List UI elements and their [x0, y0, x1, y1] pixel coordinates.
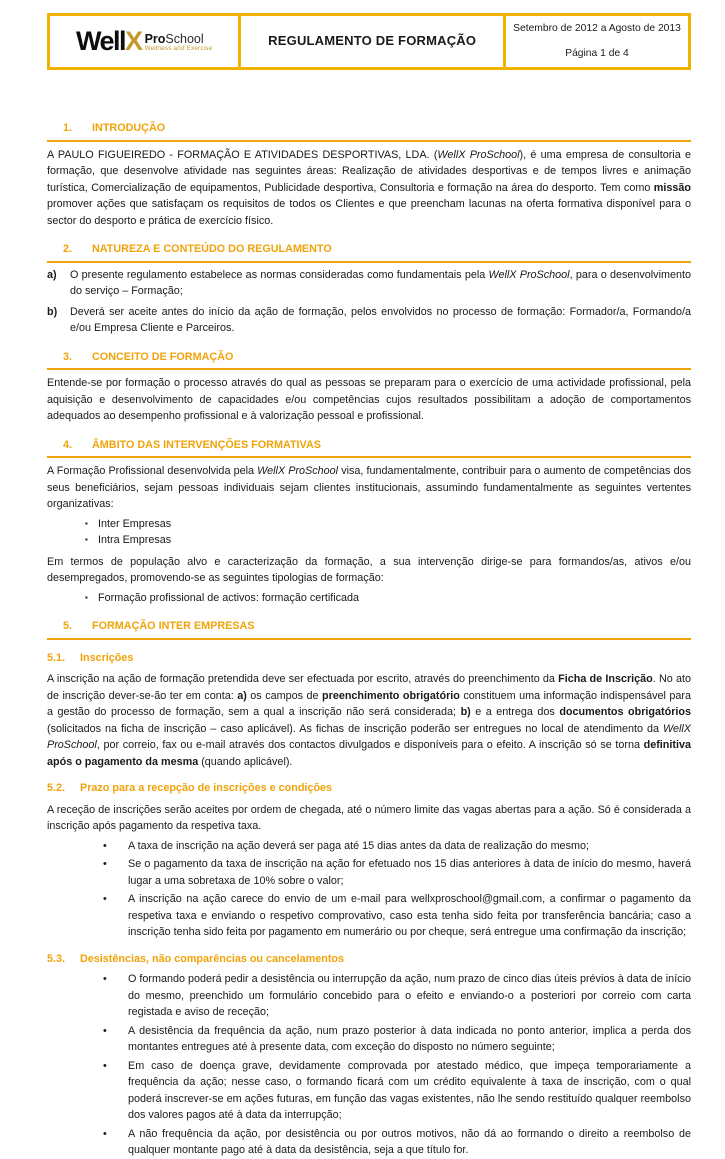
paragraph: Em termos de população alvo e caracterização da formação, a sua intervenção dirige-se para formandos/as, ativos e/ou desempregados, promovendo-se as seguintes tipologias de formação: [47, 555, 691, 584]
section-3-conceito [47, 349, 691, 425]
paragraph: A Formação Profissional desenvolvida pela WellX ProSchool visa, fundamentalmente, contribuir para o aumento de competências dos seus beneficiários, sejam pessoas individuais sejam clientes institucionais, assumindo fundamentalmente as seguintes vertentes organizativas: [47, 465, 691, 510]
logo-subtext [145, 31, 213, 53]
logo-well-text: Well [76, 26, 126, 56]
list-item [47, 1126, 691, 1159]
section-number: 1. [63, 122, 73, 134]
document-body [47, 70, 691, 1159]
bullet-marker: • [103, 858, 107, 870]
section-5-formacao-inter-empresas [47, 618, 691, 1159]
subsection-5-1-inscricoes [47, 650, 691, 771]
subsection-heading [47, 951, 691, 968]
header-period: Setembro de 2012 a Agosto de 2013 [513, 23, 681, 34]
section-heading [47, 618, 691, 640]
header-meta-cell [503, 16, 688, 67]
section-2-natureza [47, 241, 691, 337]
paragraph: Entende-se por formação o processo através do qual as pessoas se preparam para o exercício de uma actividade profissional, pela aquisição e desenvolvimento de capacidades e/ou competências cujos resultados possibilitam a adoção de comportamentos adequados ao desempenho profissional e à valorização pessoal e profissional. [47, 377, 691, 422]
bullet-marker: ▪ [85, 518, 88, 528]
subsection-number: 5.1. [47, 651, 66, 664]
bullet-marker: a) [47, 268, 57, 281]
section-heading [47, 349, 691, 371]
list-item [47, 1058, 691, 1124]
list-item [47, 838, 691, 855]
document-title-cell [241, 16, 503, 67]
bullet-marker: • [103, 973, 107, 985]
section-heading [47, 120, 691, 142]
list-item-text: A desistência da frequência da ação, num prazo posterior à data indicada no ponto anterior, implica a perda dos montantes entregues até à presente data, com exceção do disposto no número seguinte; [128, 1024, 691, 1053]
bullet-marker: • [103, 893, 107, 905]
section-number: 4. [63, 438, 73, 451]
list-item [47, 1023, 691, 1056]
list-item [47, 971, 691, 1021]
list-item-text: A taxa de inscrição na ação deverá ser paga até 15 dias antes da data de realização do mesmo; [128, 839, 589, 852]
bullet-marker: ▪ [85, 592, 88, 602]
header-page-number: Página 1 de 4 [565, 47, 629, 59]
bullet-marker: • [103, 1024, 107, 1037]
subsection-5-2-prazo [47, 780, 691, 941]
subsection-title: Prazo para a recepção de inscrições e condições [80, 782, 333, 794]
paragraph: A inscrição na ação de formação pretendida deve ser efectuada por escrito, através do preenchimento da Ficha de Inscrição. No ato de inscrição dever-se-ão ter em conta: a) os campos de preenchimento obrigatório constituem uma informação indispensável para a gestão do processo de formação, sem a qual a inscrição não será considerada; b) e a entrega dos documentos obrigatórios (solicitados na ficha de inscrição – caso aplicável). As fichas de inscrição poderão ser entregues no local de atendimento da WellX ProSchool, por correio, fax ou e-mail através dos contactos divulgados e disponíveis para o efeito. A inscrição só se torna definitiva após o pagamento da mesma (quando aplicável). [47, 673, 692, 768]
logo-x-text: X [125, 26, 142, 56]
subsection-title: Desistências, não comparências ou cancelamentos [80, 952, 345, 965]
section-heading [47, 241, 691, 263]
list-item-text: Inter Empresas [98, 517, 172, 530]
paragraph: A receção de inscrições serão aceites por ordem de chegada, até o número limite das vagas abertas para a ação. Só é considerada a inscrição após pagamento da respetiva taxa. [47, 803, 691, 832]
list-item-text: A não frequência da ação, por desistência ou por outros motivos, não dá ao formando o direito a reembolso de qualquer montante pago até à data da desistência, seja a que título for. [128, 1127, 691, 1156]
bullet-marker: • [103, 1127, 107, 1140]
logo [50, 16, 241, 67]
lettered-list [47, 267, 691, 337]
square-bullet-list [47, 590, 691, 607]
bullet-marker: b) [47, 305, 58, 318]
list-item [47, 891, 691, 941]
section-title: CONCEITO DE FORMAÇÃO [92, 350, 234, 363]
section-4-ambito [47, 437, 691, 607]
list-item-text: Formação profissional de activos: formação certificada [98, 591, 360, 604]
logo-tagline: Wellness and Exercise [144, 44, 213, 52]
section-number: 2. [63, 243, 73, 255]
round-bullet-list [47, 838, 691, 941]
list-item-text: Deverá ser aceite antes do início da ação de formação, pelos envolvidos no processo de formação: Formador/a, Formando/a e/ou Empresa Cliente e Parceiros. [70, 305, 691, 334]
list-item [47, 532, 691, 549]
document-title: REGULAMENTO DE FORMAÇÃO [268, 33, 477, 49]
list-item [47, 304, 691, 337]
list-item [47, 267, 691, 300]
subsection-number: 5.3. [47, 952, 66, 965]
section-title: NATUREZA E CONTEÚDO DO REGULAMENTO [92, 243, 332, 255]
list-item-text: Se o pagamento da taxa de inscrição na ação for efetuado nos 15 dias anteriores à data de início do mesmo, haverá lugar a uma sobretaxa de 10% sobre o valor; [128, 858, 691, 887]
list-item-text: A inscrição na ação carece do envio de um e-mail para wellxproschool@gmail.com, a confirmar o pagamento da respetiva taxa e enviando o respetivo comprovativo, caso esta tenha sido feita por transferência bancária; caso a inscrição tenha sido feita por pagamento em numerário ou por cheque, será entregue uma confirmação da inscrição; [128, 893, 691, 938]
bullet-marker: • [103, 839, 107, 852]
section-number: 3. [63, 350, 73, 363]
list-item-text: O presente regulamento estabelece as normas consideradas como fundamentais pela WellX ProSchool, para o desenvolvimento do serviço – Formação; [70, 268, 691, 297]
subsection-title: Inscrições [80, 651, 134, 664]
bullet-marker: ▪ [85, 535, 88, 544]
square-bullet-list [47, 516, 691, 549]
list-item-text: Intra Empresas [98, 534, 172, 546]
section-number: 5. [63, 620, 73, 632]
list-item-text: Em caso de doença grave, devidamente comprovada por atestado médico, que impeça temporariamente a frequência da ação; nesse caso, o formando ficará com um crédito equivalente à taxa de inscrição, com o qual poderá inscrever-se em ações futuras, em função das vagas existentes, não lhe sendo restituído qualquer reembolso dos valores pagos até à data da interrupção; [128, 1059, 691, 1121]
subsection-heading [47, 780, 691, 797]
round-bullet-list [47, 971, 691, 1159]
subsection-5-3-desistencias [47, 951, 691, 1159]
section-title: ÂMBITO DAS INTERVENÇÕES FORMATIVAS [92, 438, 321, 451]
list-item [47, 590, 691, 607]
section-title: FORMAÇÃO INTER EMPRESAS [92, 620, 255, 632]
section-title: INTRODUÇÃO [92, 122, 166, 134]
section-heading [47, 437, 691, 459]
wellx-proschool-logo [76, 28, 212, 55]
logo-proschool-text: ProSchool [144, 31, 204, 46]
logo-wordmark [76, 28, 142, 55]
list-item [47, 516, 691, 533]
list-item-text: O formando poderá pedir a desistência ou interrupção da ação, num prazo de cinco dias úteis prévios à data de início do mesmo, preenchido um formulário concebido para o efeito e enviando-o a posteriori por correio com carta registada e aviso de receção; [128, 973, 691, 1018]
subsection-number: 5.2. [47, 782, 66, 794]
paragraph: A PAULO FIGUEIREDO - FORMAÇÃO E ATIVIDADES DESPORTIVAS, LDA. (WellX ProSchool), é uma empresa de consultoria e formação, que desenvolve atividade nas seguintes áreas: Realização de atividades desportivas e de tempos livres e animação turística, Comercialização de equipamentos, Publicidade desportiva, Consultoria e formação na área do desporto. Tem como missão promover ações que satisfaçam os requisitos de todos os Clientes e que preencham lacunas na oferta formativa disponível para o sector do desporto e prática de exercício físico. [47, 148, 691, 227]
list-item [47, 856, 691, 889]
bullet-marker: • [103, 1059, 107, 1072]
section-1-introducao [47, 120, 691, 229]
subsection-heading [47, 650, 691, 667]
document-header [47, 13, 691, 70]
